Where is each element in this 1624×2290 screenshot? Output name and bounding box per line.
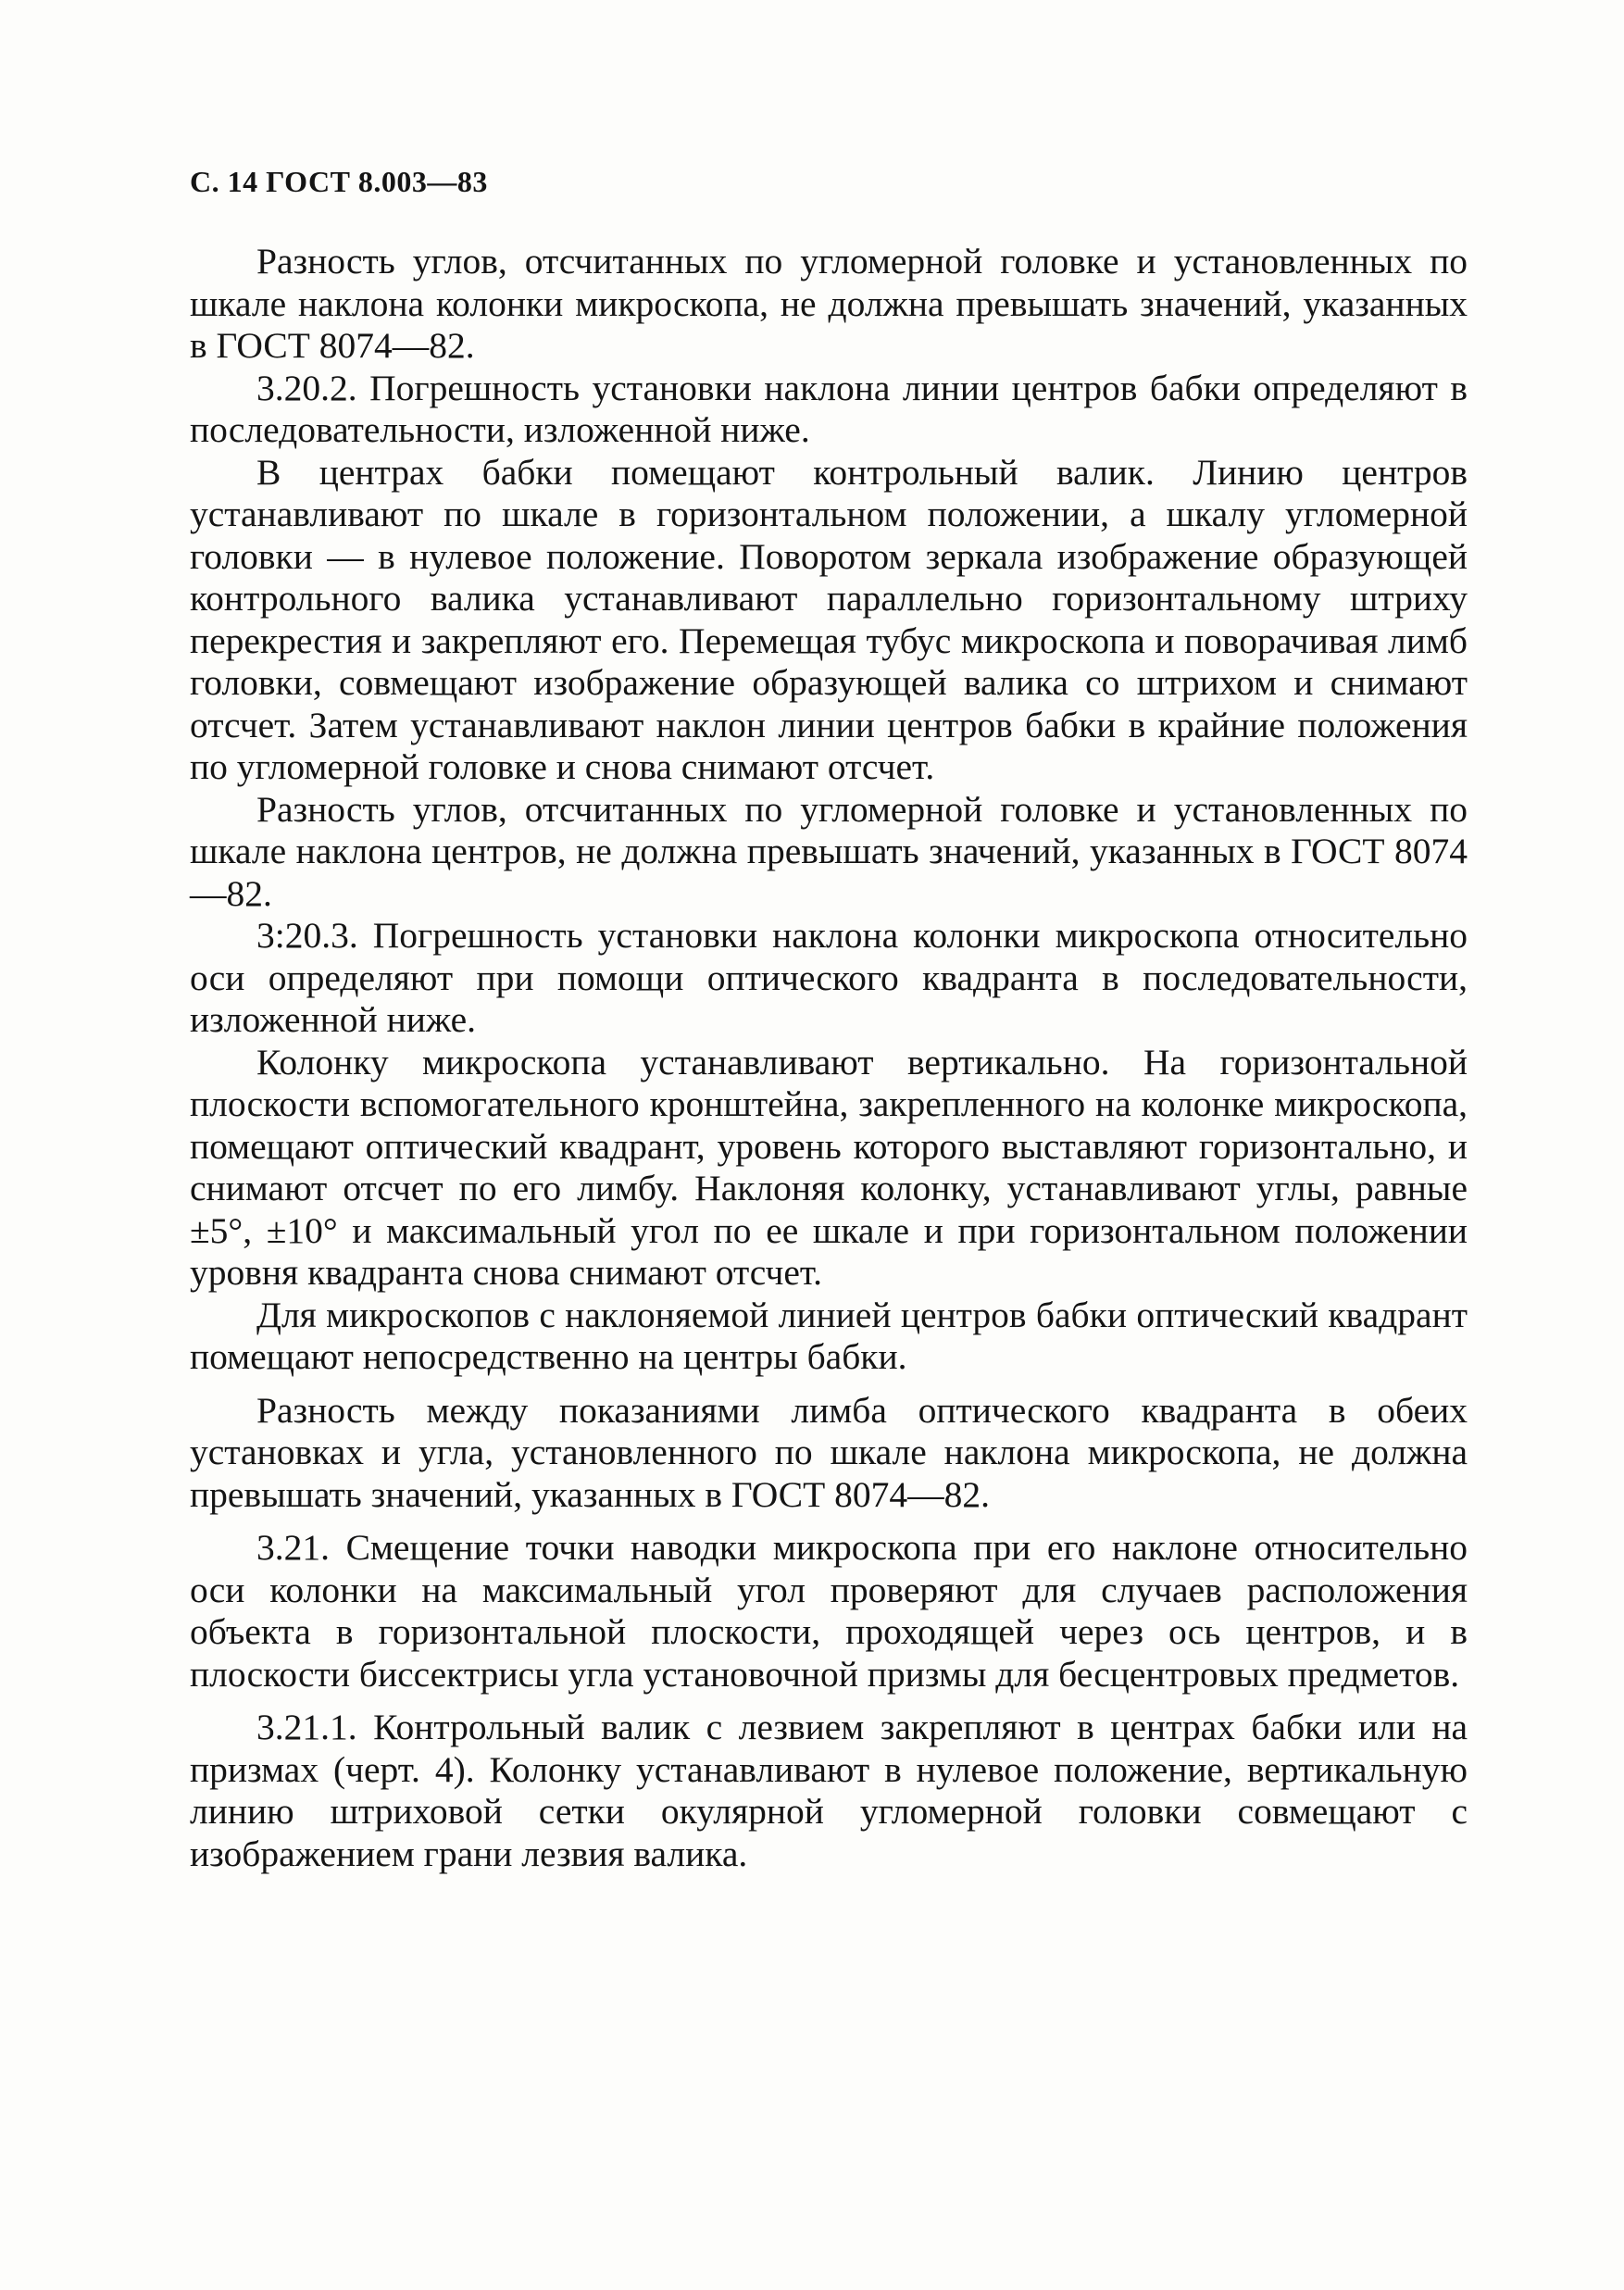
paragraph-quadrant-difference: Разность между показаниями лимба оптического квадранта в обеих установках и угла, установленного по шкале наклона микроскопа, не должна превышать значений, указанных в ГОСТ 8074—82. xyxy=(190,1389,1468,1515)
paragraph-3-20-2: 3.20.2. Погрешность установки наклона линии центров бабки определяют в последовательности, изложенной ниже. xyxy=(190,367,1468,450)
paragraph-3-20-3: 3:20.3. Погрешность установки наклона колонки микроскопа относительно оси определяют при помощи оптического квадранта в последовательности, изложенной ниже. xyxy=(190,915,1468,1040)
paragraph-column-vertical-procedure: Колонку микроскопа устанавливают вертикально. На горизонтальной плоскости вспомогательного кронштейна, закрепленного на колонке микроскопа, помещают оптический квадрант, уровень которого выставляют горизонтально, и снимают отсчет по его лимбу. Наклоняя колонку, устанавливают углы, равные ±5°, ±10° и максимальный угол по ее шкале и при горизонтальном положении уровня квадранта снова снимают отсчет. xyxy=(190,1041,1468,1293)
paragraph-3-21: 3.21. Смещение точки наводки микроскопа при его наклоне относительно оси колонки на максимальный угол проверяют для случаев расположения объекта в горизонтальной плоскости, проходящей через ось центров, и в плоскости биссектрисы угла установочной призмы для бесцентровых предметов. xyxy=(190,1527,1468,1695)
paragraph-tilting-centers-microscopes: Для микроскопов с наклоняемой линией центров бабки оптический квадрант помещают непосредственно на центры бабки. xyxy=(190,1294,1468,1377)
paragraph-control-roller-procedure: В центрах бабки помещают контрольный валик. Линию центров устанавливают по шкале в горизонтальном положении, а шкалу угломерной головки — в нулевое положение. Поворотом зеркала изображение образующей контрольного валика устанавливают параллельно горизонтальному штриху перекрестия и закрепляют его. Перемещая тубус микроскопа и поворачивая лимб головки, совмещают изображение образующей валика со штрихом и снимают отсчет. Затем устанавливают наклон линии центров бабки в крайние положения по угломерной головке и снова снимают отсчет. xyxy=(190,451,1468,787)
page-header: С. 14 ГОСТ 8.003—83 xyxy=(190,165,488,198)
document-body xyxy=(190,241,1468,1875)
paragraph-angle-difference-column: Разность углов, отсчитанных по угломерной головке и установленных по шкале наклона колонки микроскопа, не должна превышать значений, указанных в ГОСТ 8074—82. xyxy=(190,241,1468,366)
paragraph-angle-difference-centers: Разность углов, отсчитанных по угломерной головке и установленных по шкале наклона центров, не должна превышать значений, указанных в ГОСТ 8074—82. xyxy=(190,788,1468,914)
paragraph-3-21-1: 3.21.1. Контрольный валик с лезвием закрепляют в центрах бабки или на призмах (черт. 4). Колонку устанавливают в нулевое положение, вертикальную линию штриховой сетки окулярной угломерной головки совмещают с изображением грани лезвия валика. xyxy=(190,1707,1468,1874)
